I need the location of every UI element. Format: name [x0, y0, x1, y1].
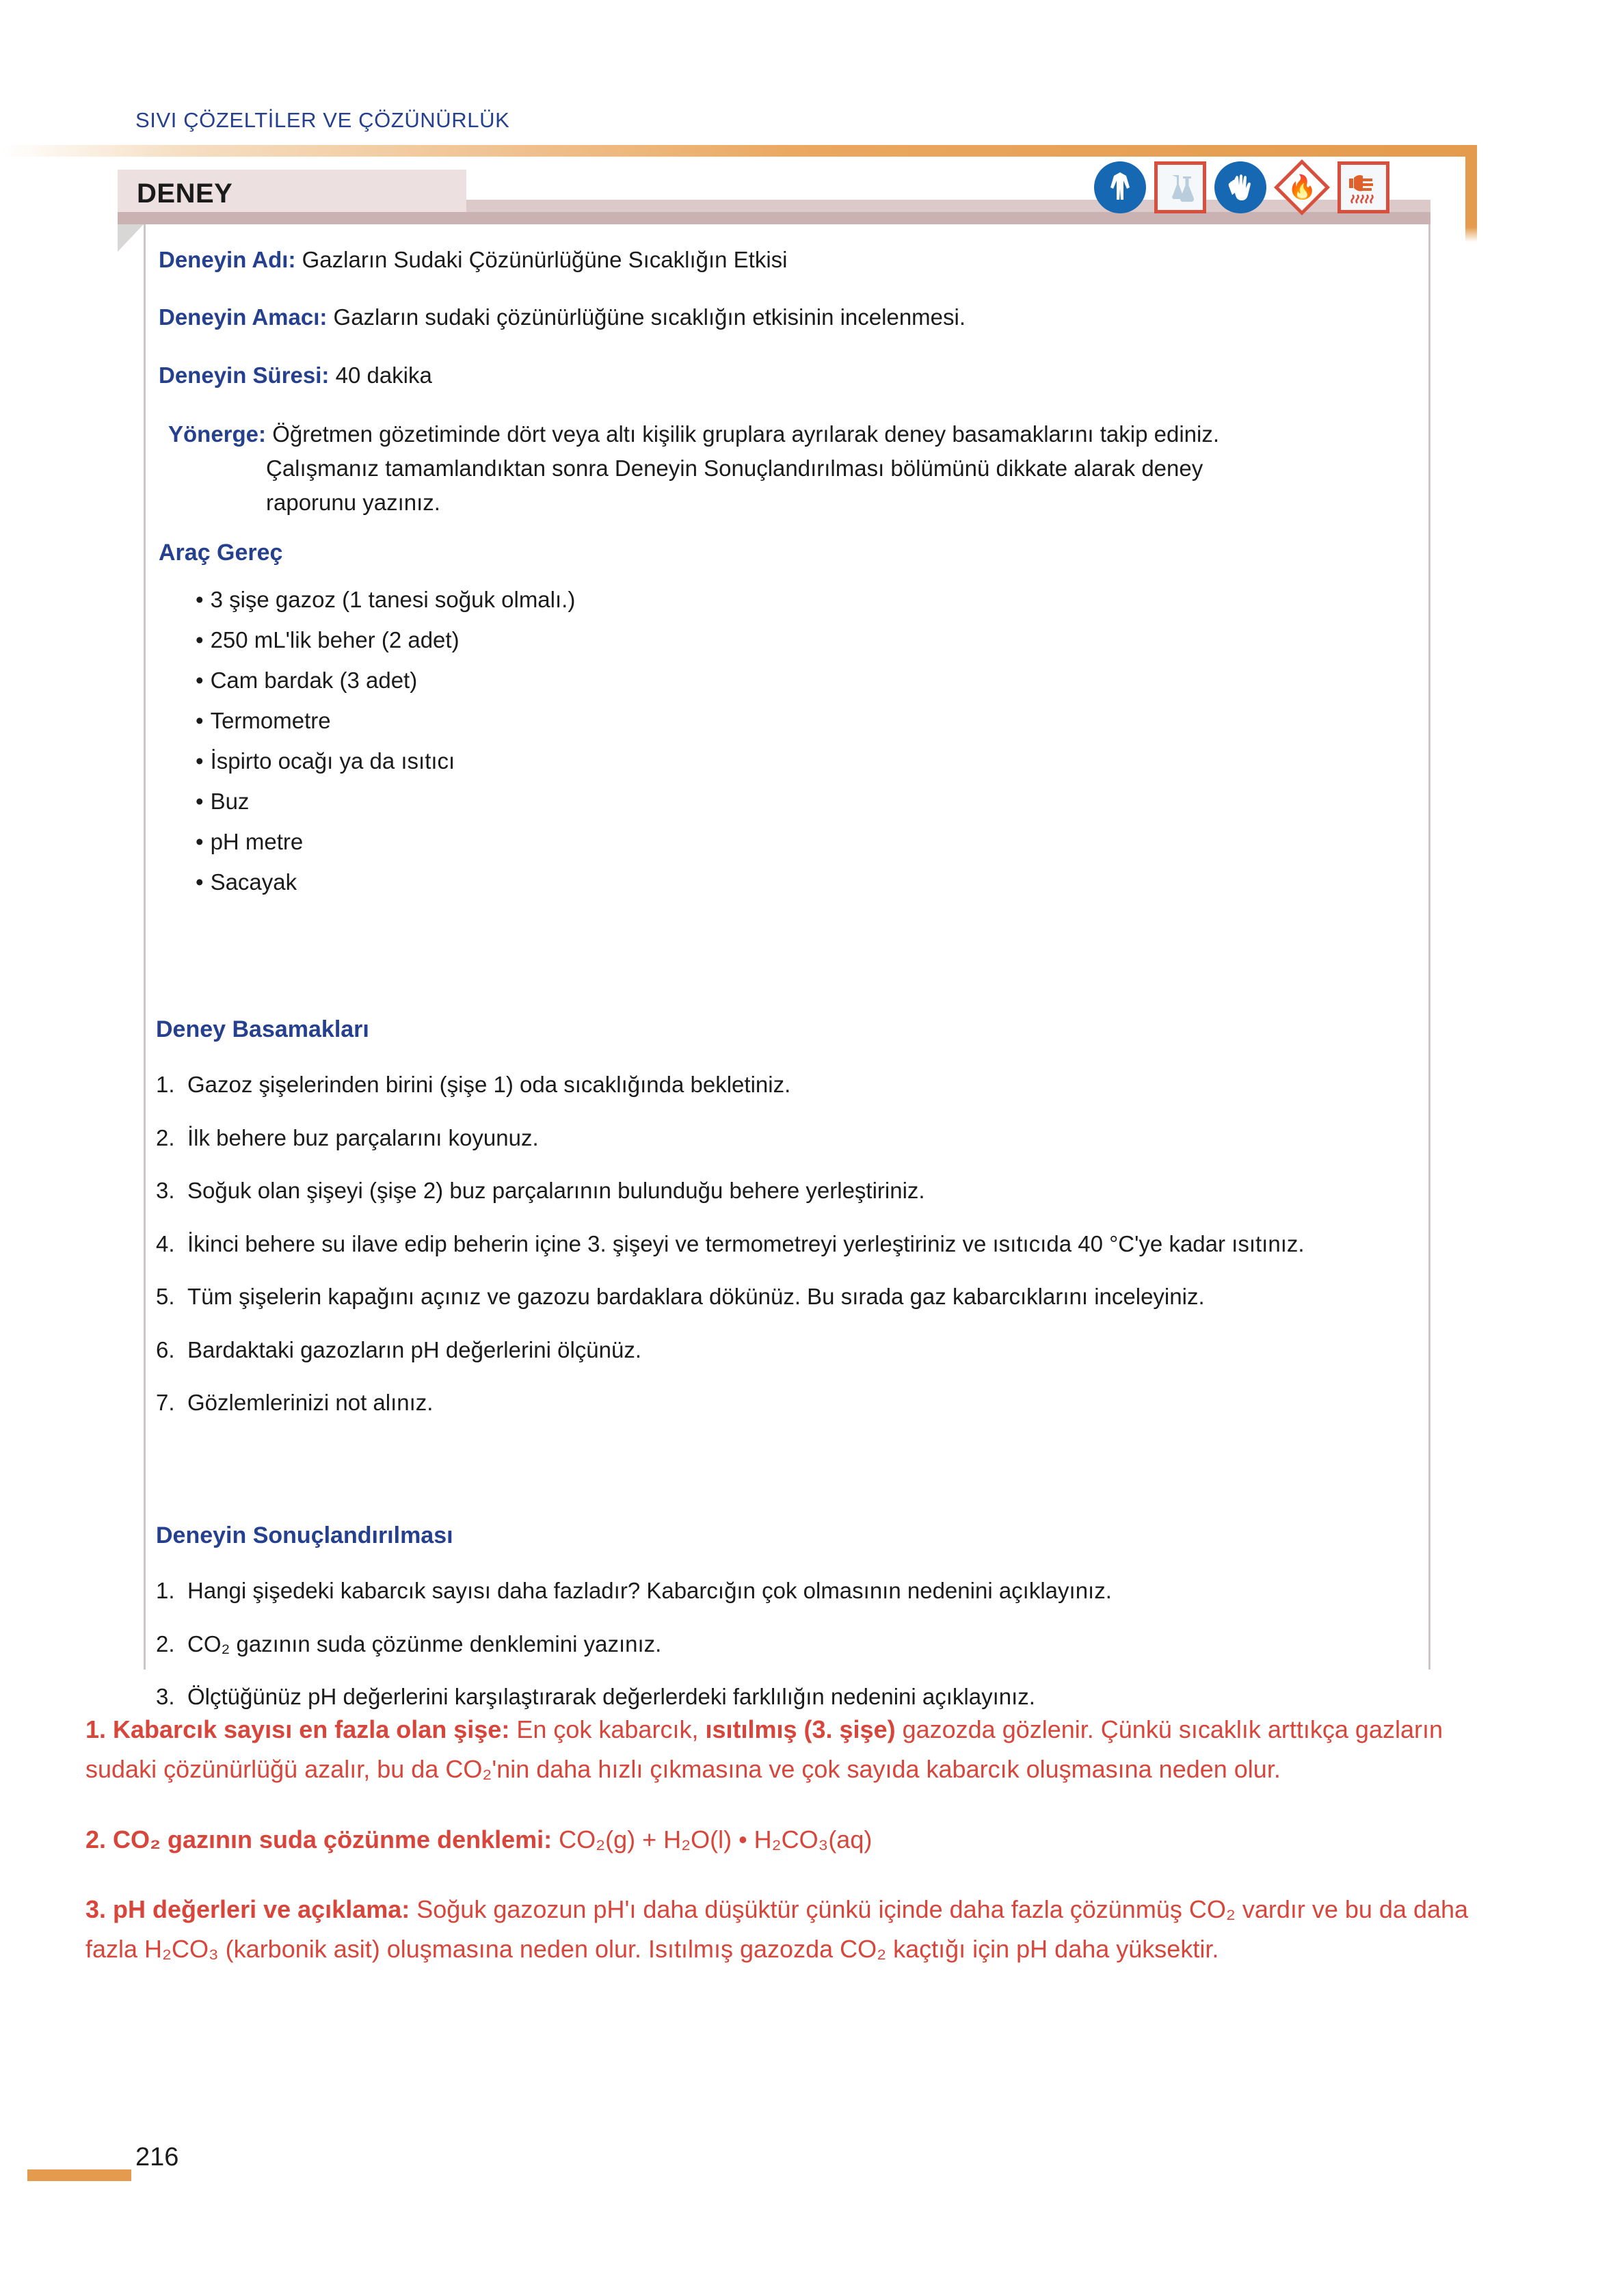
list-item-label: Sacayak [210, 869, 297, 895]
bullet-icon: • [196, 587, 204, 612]
step-item [156, 1068, 1387, 1102]
tab-fold-corner [118, 224, 144, 252]
answer-lead: 1. Kabarcık sayısı en fazla olan şişe: [85, 1715, 510, 1743]
bullet-icon: • [196, 748, 204, 774]
step-item [156, 1121, 1387, 1155]
step-text: Tüm şişelerin kapağını açınız ve gazozu bardaklara dökünüz. Bu sırada gaz kabarcıklarını inceleyiniz. [187, 1284, 1205, 1309]
steps-section [156, 1012, 1387, 1439]
list-item [196, 748, 575, 774]
field-yonerge-line3: raporunu yazınız. [266, 490, 440, 516]
field-yonerge-line2: Çalışmanız tamamlandıktan sonra Deneyin Sonuçlandırılması bölümünü dikkate alarak deney [266, 456, 1203, 481]
field-deney-suresi [159, 359, 432, 393]
results-heading: Deneyin Sonuçlandırılması [156, 1522, 453, 1548]
step-text: Soğuk olan şişeyi (şişe 2) buz parçalarının bulunduğu behere yerleştiriniz. [187, 1178, 925, 1203]
list-item [196, 587, 575, 613]
gloves-icon [1214, 161, 1266, 213]
field-deney-adi-value: Gazların Sudaki Çözünürlüğüne Sıcaklığın Etkisi [302, 247, 788, 272]
field-deney-suresi-value: 40 dakika [335, 362, 432, 388]
list-item [196, 829, 575, 855]
list-item [196, 708, 575, 734]
page-number: 216 [135, 2143, 179, 2172]
steps-heading: Deney Basamakları [156, 1016, 369, 1042]
list-item [196, 627, 575, 653]
result-item [156, 1574, 1387, 1608]
answers-section [85, 1710, 1480, 2000]
result-number: 3. [156, 1684, 175, 1709]
answer-body-a: CO₂(g) + H₂O(l) • H₂CO₃(aq) [552, 1825, 873, 1853]
hot-surface-icon [1337, 161, 1389, 213]
flasks-icon [1154, 161, 1206, 213]
list-item-label: 3 şişe gazoz (1 tanesi soğuk olmalı.) [210, 587, 576, 612]
step-text: İlk behere buz parçalarını koyunuz. [187, 1124, 539, 1150]
step-item [156, 1280, 1387, 1314]
answer-lead: 2. CO₂ gazının suda çözünme denklemi: [85, 1825, 553, 1853]
bullet-icon: • [196, 708, 204, 733]
field-yonerge-line1: Öğretmen gözetiminde dört veya altı kişilik gruplara ayrılarak deney basamaklarını takip ediniz. [272, 421, 1220, 447]
field-deney-amaci-label: Deneyin Amacı: [159, 304, 328, 330]
step-text: Bardaktaki gazozların pH değerlerini ölçünüz. [187, 1336, 642, 1362]
list-item-label: Termometre [210, 708, 331, 733]
lab-coat-icon [1094, 161, 1146, 213]
list-item-label: 250 mL'lik beher (2 adet) [210, 627, 460, 652]
list-item-label: Buz [210, 789, 250, 814]
answer-item [85, 1890, 1480, 1970]
field-deney-adi-label: Deneyin Adı: [159, 247, 296, 272]
answer-body-b: gazozda gözlenir. Çünkü sıcaklık arttıkça gazların sudaki çözünürlüğü azalır, bu da CO₂'nin daha hızlı çıkmasına ve çok sayıda kabarcık oluşmasına neden olur. [85, 1715, 1443, 1784]
bullet-icon: • [196, 668, 204, 693]
right-orange-rule [1465, 145, 1477, 227]
result-number: 1. [156, 1578, 175, 1603]
field-deney-amaci-value: Gazların sudaki çözünürlüğüne sıcaklığın etkisinin incelenmesi. [333, 304, 966, 330]
field-yonerge [168, 417, 1385, 520]
field-deney-amaci [159, 301, 966, 334]
flammable-icon: 🔥 [1275, 160, 1329, 215]
list-item-label: Cam bardak (3 adet) [210, 668, 418, 693]
materials-list [196, 587, 575, 910]
footer-orange-bar [27, 2169, 131, 2181]
step-number: 2. [156, 1124, 175, 1150]
list-item-label: İspirto ocağı ya da ısıtıcı [210, 748, 455, 774]
bullet-icon: • [196, 869, 204, 895]
answer-body-a: Soğuk gazozun pH'ı daha düşüktür çünkü içinde daha fazla çözünmüş CO₂ vardır ve bu da daha fazla H₂CO₃ (karbonik asit) oluşmasına neden olur. Isıtılmış gazozda CO₂ kaçtığı için pH daha yüksektir. [85, 1895, 1469, 1964]
answer-item [85, 1710, 1480, 1790]
deney-tab [118, 170, 466, 212]
materials-heading: Araç Gereç [159, 540, 283, 566]
bullet-icon: • [196, 627, 204, 652]
result-text: CO₂ gazının suda çözünme denklemini yazınız. [187, 1631, 662, 1657]
step-item [156, 1227, 1387, 1261]
list-item-label: pH metre [210, 829, 304, 854]
field-deney-suresi-label: Deneyin Süresi: [159, 362, 330, 388]
step-item [156, 1174, 1387, 1208]
step-number: 1. [156, 1072, 175, 1097]
step-text: İkinci behere su ilave edip beherin içine 3. şişeyi ve termometreyi yerleştiriniz ve ısıtıcıda 40 °C'ye kadar ısıtınız. [187, 1230, 1305, 1256]
answer-lead: 3. pH değerleri ve açıklama: [85, 1895, 410, 1923]
result-number: 2. [156, 1631, 175, 1657]
deney-tab-label: DENEY [137, 179, 233, 209]
list-item [196, 869, 575, 895]
answer-item [85, 1820, 1480, 1860]
step-text: Gözlemlerinizi not alınız. [187, 1390, 434, 1415]
list-item [196, 668, 575, 694]
answer-emph: ısıtılmış (3. şişe) [705, 1715, 896, 1743]
bullet-icon: • [196, 829, 204, 854]
step-text: Gazoz şişelerinden birini (şişe 1) oda sıcaklığında bekletiniz. [187, 1072, 791, 1097]
step-item [156, 1386, 1387, 1420]
step-number: 7. [156, 1390, 175, 1415]
step-number: 6. [156, 1336, 175, 1362]
answer-body-a: En çok kabarcık, [509, 1715, 706, 1743]
field-yonerge-label: Yönerge: [168, 421, 267, 447]
step-number: 3. [156, 1178, 175, 1203]
bullet-icon: • [196, 789, 204, 814]
result-text: Hangi şişedeki kabarcık sayısı daha fazladır? Kabarcığın çok olmasının nedenini açıklayınız. [187, 1578, 1112, 1603]
results-section [156, 1518, 1387, 1733]
list-item [196, 789, 575, 815]
step-item [156, 1333, 1387, 1367]
step-number: 5. [156, 1284, 175, 1309]
field-deney-adi [159, 243, 788, 277]
result-text: Ölçtüğünüz pH değerlerini karşılaştırarak değerlerdeki farklılığın nedenini açıklayınız. [187, 1684, 1035, 1709]
header-orange-rule [0, 145, 1477, 157]
running-head: SIVI ÇÖZELTİLER VE ÇÖZÜNÜRLÜK [135, 108, 510, 132]
right-orange-rule-fade [1465, 227, 1477, 242]
result-item [156, 1680, 1387, 1714]
result-item [156, 1627, 1387, 1661]
hazard-icon-row [1094, 160, 1389, 215]
step-number: 4. [156, 1230, 175, 1256]
